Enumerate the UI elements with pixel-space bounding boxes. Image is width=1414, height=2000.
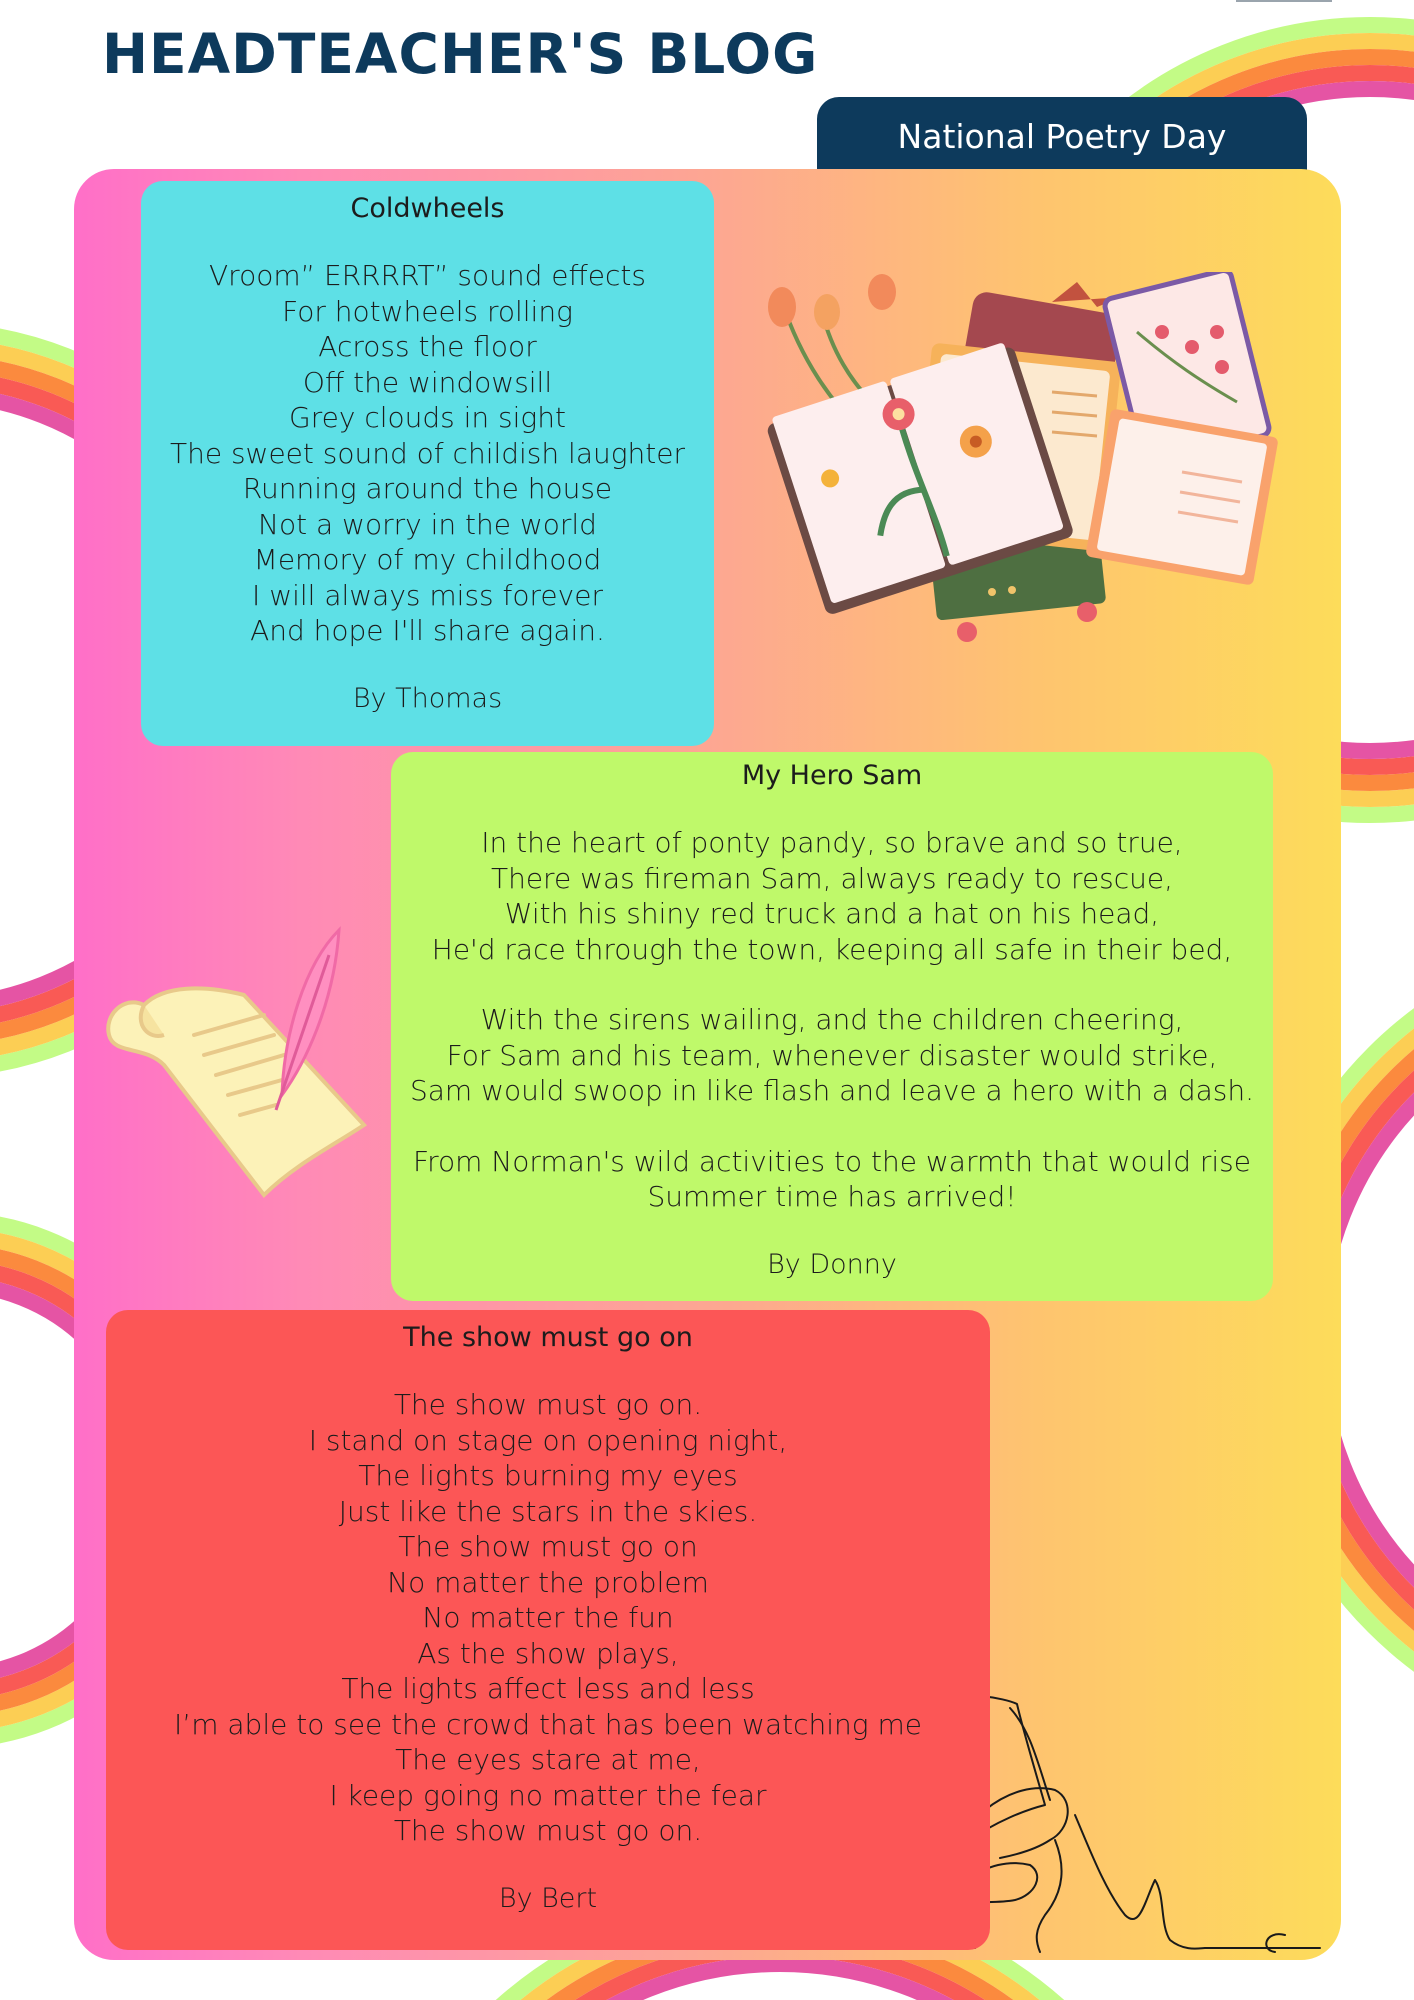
national-poetry-day-tab: National Poetry Day (817, 97, 1307, 177)
poem-line: I’m able to see the crowd that has been watching me (174, 1707, 922, 1741)
poem-card-my-hero-sam (391, 752, 1273, 1301)
poem-card-coldwheels (141, 181, 714, 746)
poem-line: Just like the stars in the skies. (338, 1494, 758, 1528)
poem-line: The show must go on. (393, 1388, 703, 1421)
poem-line: The show must go on (398, 1530, 698, 1563)
poem-line: With the sirens wailing, and the children cheering, (480, 1003, 1184, 1036)
poem-line: Memory of my childhood (253, 543, 602, 576)
poem-author: By Donny (767, 1248, 897, 1280)
poem-title: Coldwheels (350, 193, 505, 224)
poem-title: The show must go on (403, 1322, 693, 1353)
poem-title: My Hero Sam (741, 760, 923, 791)
poem-line: I keep going no matter the fear (329, 1778, 767, 1812)
poem-line: The eyes stare at me, (395, 1743, 701, 1776)
poem-line: Summer time has arrived! (647, 1180, 1017, 1213)
top-divider (1236, 0, 1332, 2)
poem-line: The lights burning my eyes (358, 1459, 738, 1492)
poem-author: By Bert (498, 1882, 598, 1914)
poem-line: The show must go on. (393, 1814, 703, 1847)
page-title: HEADTEACHER'S BLOG (102, 22, 819, 86)
books-flowers-illustration (752, 272, 1302, 652)
poem-line: Grey clouds in sight (289, 401, 566, 434)
scroll-quill-illustration (104, 925, 384, 1200)
poem-line: I stand on stage on opening night, (308, 1423, 788, 1457)
poem-line: Running around the house (242, 472, 613, 505)
poem-author: By Thomas (352, 682, 503, 714)
poem-line: I will always miss forever (252, 578, 603, 612)
poem-line: As the show plays, (417, 1636, 679, 1670)
poem-line: For Sam and his team, whenever disaster would strike, (446, 1038, 1218, 1072)
poem-line: He'd race through the town, keeping all safe in their bed, (431, 932, 1233, 966)
poem-line: Vroom” ERRRRT” sound effects (209, 259, 646, 292)
poem-line: Not a worry in the world (258, 507, 597, 541)
poem-line: With his shiny red truck and a hat on his head, (504, 897, 1160, 930)
poem-line: From Norman's wild activities to the warmth that would rise (413, 1144, 1251, 1178)
poem-line: There was fireman Sam, always ready to rescue, (490, 861, 1174, 895)
poem-line: No matter the problem (387, 1565, 709, 1599)
poem-line: Off the windowsill (302, 365, 553, 399)
poem-line: And hope I'll share again. (250, 614, 605, 647)
poem-line: The lights affect less and less (341, 1672, 755, 1705)
poem-line: In the heart of ponty pandy, so brave and so true, (481, 826, 1183, 859)
poem-line: For hotwheels rolling (282, 294, 573, 328)
poem-card-the-show-must-go-on (106, 1310, 990, 1950)
poem-line: Across the floor (318, 330, 537, 363)
poem-line: No matter the fun (422, 1601, 674, 1634)
poem-line: Sam would swoop in like flash and leave a hero with a dash. (409, 1074, 1255, 1107)
poem-line: The sweet sound of childish laughter (169, 436, 685, 470)
